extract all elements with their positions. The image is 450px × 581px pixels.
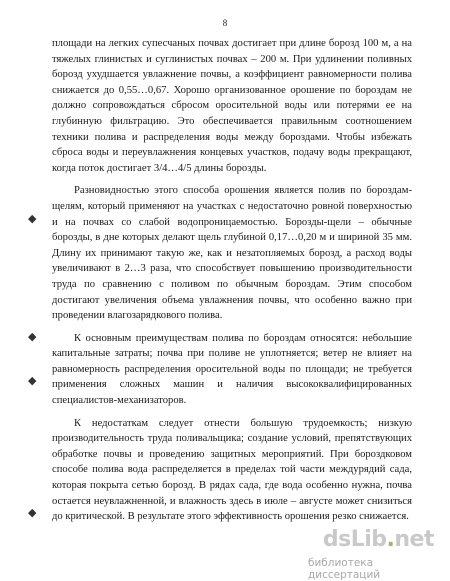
margin-marker-icon: ◆ <box>28 330 37 343</box>
margin-marker-icon: ◆ <box>28 212 37 225</box>
paragraph-2: Разновидностью этого способа орошения является полив по бороздам-щелям, который применяют на участках с недостаточно ровной поверхностью и на почвах со слабой водопроницаемостью. Борозды-щели – обычные борозды, в дне которых делают щель глубиной 0,17…0,20 м и шириной 35 мм. Длину их принимают такую же, как и незатопляемых борозд, а расход воды увеличивают в 2…3 раза, что способствует повышению производительности труда по сравнению с поливом по обычным бороздам. Этим способом достигают увеличения объема увлажнения почвы, что особенно важно при проведении влагозарядкового полива. <box>52 185 412 322</box>
page-number: 8 <box>222 18 228 28</box>
paragraph-1: площади на легких супесчаных почвах достигает при длине борозд 100 м, а на тяжелых глинистых и суглинистых почвах – 200 м. При удлинении поливных борозд ухудшается увлажнение почвы, а коэффициент равномерности полива снижается до 0,55…0,67. Хорошо организованное орошение по бороздам не должно сопровождаться сбросом оросительной воды или потерями ее на глубинную фильтрацию. Это обеспечивается правильным соотношением техники полива и распределения воды между бороздами. Чтобы избежать сброса воды и переувлажнения концевых участков, подачу воды прекращают, когда поток достигает 3/4…4/5 длины борозды. <box>52 38 412 174</box>
watermark-logo <box>308 527 438 581</box>
watermark-brand <box>323 527 434 552</box>
margin-marker-icon: ◆ <box>28 506 37 519</box>
watermark-subtitle: библиотека диссертаций <box>308 557 381 581</box>
watermark-brand-dot: . <box>386 527 395 552</box>
watermark-brand-left: dsLib <box>322 527 387 552</box>
paragraph-4: К недостаткам следует отнести большую трудоемкость; низкую производительность труда поливальщика; создание условий, препятствующих обработке почвы и проведению защитных мероприятий. При бороздковом способе полива вода распределяется в пределах той части междурядий сада, которая покрыта сетью борозд. В рядах сада, где вода особенно нужна, почва остается неувлажненной, и влажность здесь в июле – августе может снизиться до критической. В результате этого эффективность орошения резко снижается. <box>52 417 412 523</box>
paragraph-3: К основным преимуществам полива по бороздам относятся: небольшие капитальные затраты; почва при поливе не уплотняется; ветер не влияет на равномерность распределения оросительной воды по площади; не требуется применения сложных машин и наличия высококвалифицированных специалистов-механизаторов. <box>52 332 412 407</box>
document-body <box>52 36 412 532</box>
margin-marker-icon: ◆ <box>28 374 37 387</box>
watermark-brand-right: net <box>394 527 434 552</box>
